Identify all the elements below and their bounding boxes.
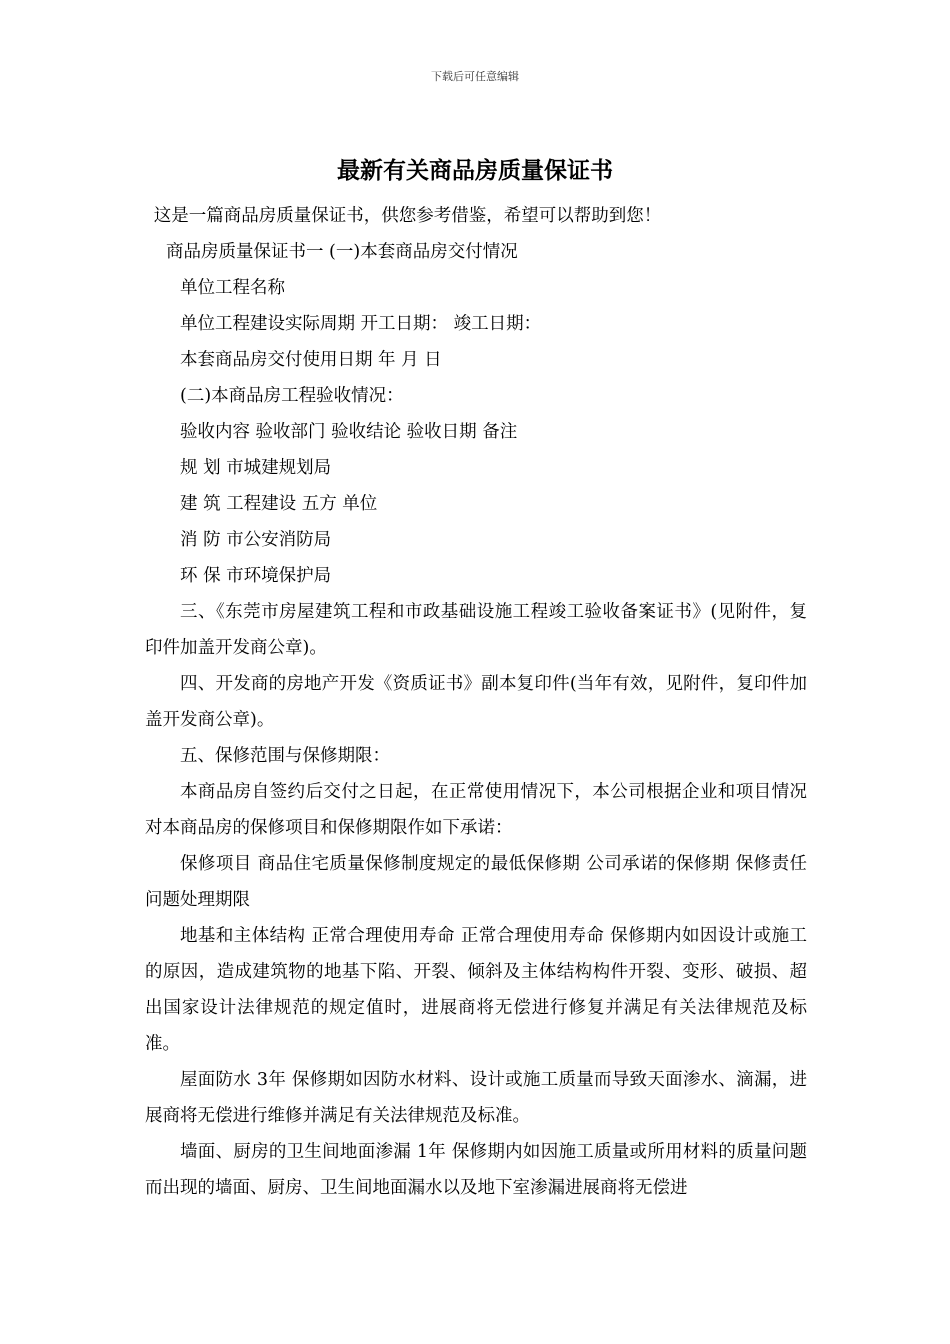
paragraph: 五、保修范围与保修期限： <box>180 746 390 766</box>
section-one-heading: 商品房质量保证书一 (一)本套商品房交付情况 <box>166 242 518 262</box>
paragraph: 四、开发商的房地产开发《资质证书》副本复印件(当年有效，见附件，复印件加盖开发商公章)。 <box>145 674 807 730</box>
paragraph: 三、《东莞市房屋建筑工程和市政基础设施工程竣工验收备案证书》(见附件，复印件加盖开发商公章)。 <box>145 602 807 658</box>
paragraph: 屋面防水 3年 保修期如因防水材料、设计或施工质量而导致天面渗水、滴漏，进展商将无偿进行维修并满足有关法律规范及标准。 <box>145 1070 807 1126</box>
paragraph: 消 防 市公安消防局 <box>180 530 332 550</box>
paragraph: 环 保 市环境保护局 <box>180 566 332 586</box>
intro-paragraph: 这是一篇商品房质量保证书，供您参考借鉴，希望可以帮助到您！ <box>153 206 662 226</box>
paragraph: 地基和主体结构 正常合理使用寿命 正常合理使用寿命 保修期内如因设计或施工的原因，造成建筑物的地基下陷、开裂、倾斜及主体结构构件开裂、变形、破损、超出国家设计法律规范的规定值时，进展商将无偿进行修复并满足有关法律规范及标准。 <box>145 926 807 1054</box>
paragraph: 规 划 市城建规划局 <box>180 458 332 478</box>
paragraph: 验收内容 验收部门 验收结论 验收日期 备注 <box>180 422 518 442</box>
header-note: 下载后可任意编辑 <box>431 70 519 83</box>
paragraph: 单位工程建设实际周期 开工日期： 竣工日期： <box>180 314 542 334</box>
paragraph: 墙面、厨房的卫生间地面渗漏 1年 保修期内如因施工质量或所用材料的质量问题而出现的墙面、厨房、卫生间地面漏水以及地下室渗漏进展商将无偿进 <box>145 1142 807 1198</box>
paragraph: 本商品房自签约后交付之日起，在正常使用情况下，本公司根据企业和项目情况对本商品房的保修项目和保修期限作如下承诺： <box>145 782 807 838</box>
document-body <box>145 198 807 1206</box>
paragraph: 建 筑 工程建设 五方 单位 <box>180 494 378 514</box>
paragraph: 单位工程名称 <box>180 278 285 298</box>
paragraph: (二)本商品房工程验收情况： <box>180 386 404 406</box>
document-title: 最新有关商品房质量保证书 <box>337 158 613 184</box>
paragraph: 本套商品房交付使用日期 年 月 日 <box>180 350 442 370</box>
paragraph: 保修项目 商品住宅质量保修制度规定的最低保修期 公司承诺的保修期 保修责任 问题处理期限 <box>145 854 807 910</box>
